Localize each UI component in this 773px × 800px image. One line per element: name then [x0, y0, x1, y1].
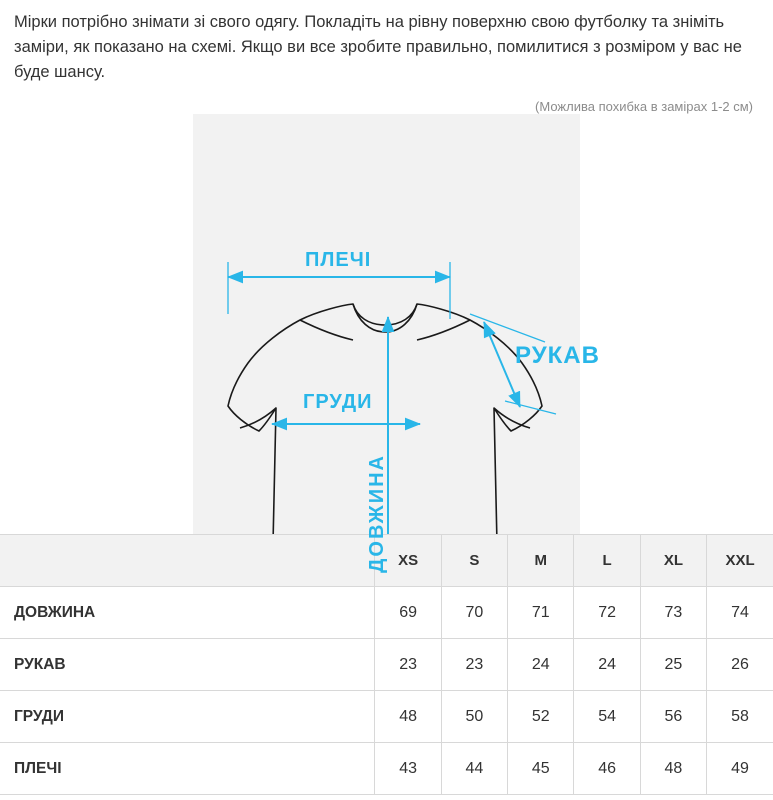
cell-length-xl: 73	[640, 587, 706, 639]
column-header-l: L	[574, 535, 640, 587]
cell-shoulders-xxl: 49	[707, 743, 773, 795]
cell-chest-s: 50	[441, 691, 507, 743]
row-label-shoulders: ПЛЕЧІ	[0, 743, 375, 795]
column-header-xs: XS	[375, 535, 441, 587]
intro-section	[0, 0, 773, 114]
cell-shoulders-m: 45	[508, 743, 574, 795]
cell-sleeve-xxl: 26	[707, 639, 773, 691]
intro-paragraph: Мірки потрібно знімати зі свого одягу. Покладіть на рівну поверхню свою футболку та зніміть заміри, як показано на схемі. Якщо ви все зробите правильно, помилитися з розміром у вас не буде шансу.	[14, 13, 742, 81]
cell-sleeve-l: 24	[574, 639, 640, 691]
cell-chest-xl: 56	[640, 691, 706, 743]
row-label-sleeve: РУКАВ	[0, 639, 375, 691]
cell-length-xxl: 74	[707, 587, 773, 639]
cell-sleeve-xl: 25	[640, 639, 706, 691]
cell-sleeve-xs: 23	[375, 639, 441, 691]
sleeve-label: РУКАВ	[515, 342, 600, 369]
table-row	[0, 639, 773, 691]
cell-sleeve-s: 23	[441, 639, 507, 691]
column-header-xl: XL	[640, 535, 706, 587]
measurement-tolerance-note: (Можлива похибка в замірах 1-2 см)	[535, 99, 753, 114]
cell-chest-xs: 48	[375, 691, 441, 743]
table-row	[0, 587, 773, 639]
column-header-xxl: XXL	[707, 535, 773, 587]
length-label: ДОВЖИНА	[366, 454, 388, 573]
row-label-length: ДОВЖИНА	[0, 587, 375, 639]
table-corner-cell	[0, 535, 375, 587]
table-row	[0, 743, 773, 795]
cell-shoulders-l: 46	[574, 743, 640, 795]
cell-shoulders-s: 44	[441, 743, 507, 795]
cell-chest-m: 52	[508, 691, 574, 743]
table-row	[0, 691, 773, 743]
cell-length-s: 70	[441, 587, 507, 639]
row-label-chest: ГРУДИ	[0, 691, 375, 743]
cell-shoulders-xs: 43	[375, 743, 441, 795]
cell-length-l: 72	[574, 587, 640, 639]
shoulders-label: ПЛЕЧІ	[305, 249, 372, 271]
table-body	[0, 587, 773, 795]
cell-sleeve-m: 24	[508, 639, 574, 691]
cell-chest-l: 54	[574, 691, 640, 743]
chest-label: ГРУДИ	[303, 391, 373, 413]
column-header-m: M	[508, 535, 574, 587]
cell-length-xs: 69	[375, 587, 441, 639]
cell-chest-xxl: 58	[707, 691, 773, 743]
size-chart-table	[0, 534, 773, 795]
column-header-s: S	[441, 535, 507, 587]
cell-length-m: 71	[508, 587, 574, 639]
cell-shoulders-xl: 48	[640, 743, 706, 795]
